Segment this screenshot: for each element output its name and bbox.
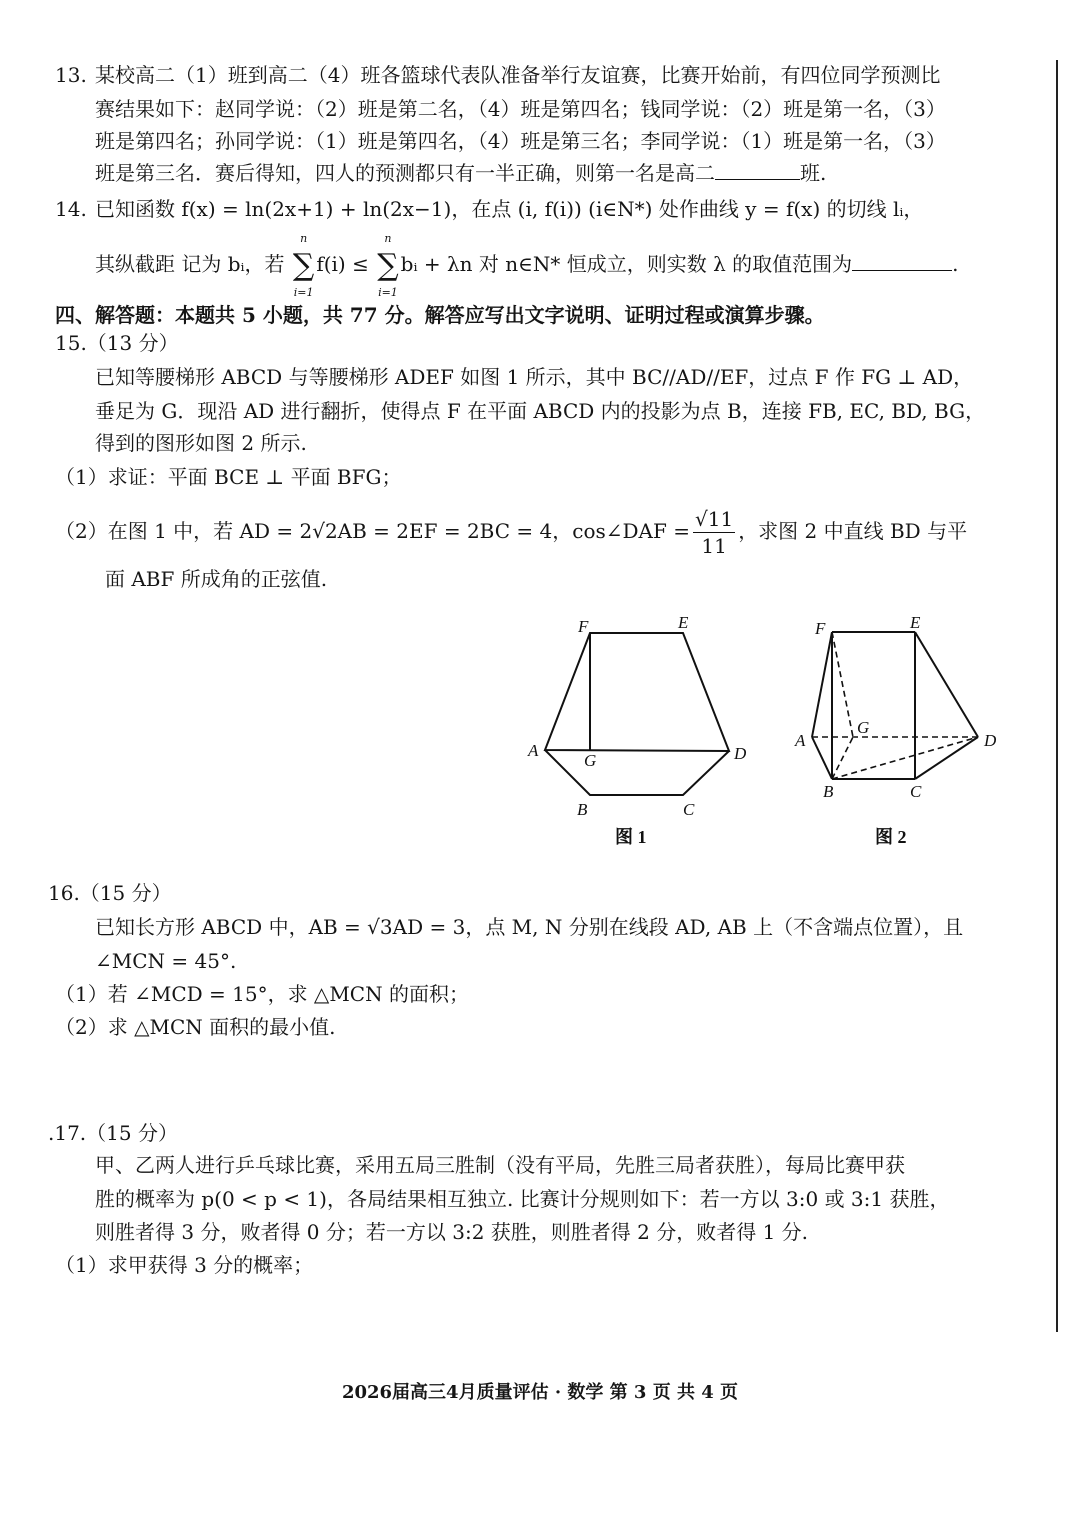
fraction-numerator: √11 (694, 507, 734, 531)
q16-header: 16.（15 分） (48, 881, 172, 905)
q17-line-2: 胜的概率为 p(0 < p < 1)，各局结果相互独立. 比赛计分规则如下：若一方以 3:0 或 3:1 获胜， (95, 1187, 950, 1211)
q13-answer-blank (715, 161, 800, 180)
trapezoid-abcd (545, 750, 729, 795)
q15-part-2 (55, 504, 967, 558)
q16-part-2: （2）求 △MCN 面积的最小值. (55, 1015, 336, 1039)
section-heading: 四、解答题：本题共 5 小题，共 77 分。解答应写出文字说明、证明过程或演算步骤。 (55, 303, 825, 327)
q14-number: 14. (55, 197, 87, 221)
q15-line-2: 垂足为 G．现沿 AD 进行翻折，使得点 F 在平面 ABCD 内的投影为点 B，连接 FB, EC, BD, BG， (95, 399, 986, 423)
fig2-label-a: A (795, 731, 806, 750)
fig1-label-g: G (584, 751, 597, 770)
q14-end: . (952, 252, 959, 276)
q16-line-1: 已知长方形 ABCD 中，AB = √3AD = 3，点 M, N 分别在线段 AD, AB 上（不含端点位置），且 (95, 915, 964, 939)
fig2-label-f: F (815, 619, 826, 638)
fig2-label-d: D (984, 731, 997, 750)
q13-line-2: 赛结果如下：赵同学说：（2）班是第二名，（4）班是第四名；钱同学说：（2）班是第一名，（3） (95, 97, 946, 121)
fig1-label-f: F (578, 617, 589, 636)
sum-upper-limit: n (300, 231, 308, 245)
fig1-label-c: C (683, 800, 695, 819)
fig1-label-d: D (734, 744, 747, 763)
page-margin-line (1056, 60, 1058, 1332)
q17-header: .17.（15 分） (48, 1121, 178, 1145)
q17-line-3: 则胜者得 3 分，败者得 0 分；若一方以 3:2 获胜，则胜者得 2 分，败者得 1 分. (95, 1220, 809, 1244)
q15-part-2-text-b: ，求图 2 中直线 BD 与平 (738, 519, 968, 543)
summation-1 (293, 233, 314, 299)
fig2-label-c: C (910, 782, 922, 801)
sum-symbol: ∑ (292, 247, 315, 283)
figure-1 (545, 633, 729, 795)
q14-text-b: f(i) ≤ (316, 252, 369, 276)
q13-number: 13. (55, 63, 87, 87)
fig1-label-e: E (678, 613, 689, 632)
q15-part-2-text-a: （2）在图 1 中，若 AD = 2√2AB = 2EF = 2BC = 4，cos∠DAF = (55, 519, 690, 543)
fig1-label-b: B (577, 800, 588, 819)
fig2-label-e: E (910, 613, 921, 632)
q15-line-3: 得到的图形如图 2 所示. (95, 431, 307, 455)
q17-line-1: 甲、乙两人进行乒乓球比赛，采用五局三胜制（没有平局，先胜三局者获胜），每局比赛甲获 (95, 1153, 905, 1177)
q15-header: 15.（13 分） (55, 331, 179, 355)
q14-answer-blank (852, 252, 952, 271)
sum-lower-limit: i=1 (293, 285, 314, 299)
q14-line-2 (95, 230, 959, 298)
page-footer: 2026届高三4月质量评估 · 数学 第 3 页 共 4 页 (341, 1382, 739, 1403)
fig2-label-g: G (857, 718, 870, 737)
trapezoid-adef (545, 633, 729, 751)
q15-part-2-cont: 面 ABF 所成角的正弦值. (105, 567, 328, 591)
fraction (693, 508, 735, 557)
q16-line-2: ∠MCN = 45°. (95, 949, 237, 973)
figure-2 (812, 632, 978, 779)
q14-text-a: 其纵截距 记为 bᵢ，若 (95, 252, 285, 276)
q14-line-1: 已知函数 f(x) = ln(2x+1) + ln(2x−1)，在点 (i, f(i)) (i∈N*) 处作曲线 y = f(x) 的切线 lᵢ， (95, 197, 924, 221)
summation-2 (377, 233, 398, 299)
sum-lower-limit: i=1 (378, 285, 398, 299)
fig1-caption: 图 1 (615, 827, 647, 847)
q13-line-1: 某校高二（1）班到高二（4）班各篮球代表队准备举行友谊赛，比赛开始前，有四位同学预测比 (95, 63, 941, 87)
q13-line-4-text: 班是第三名．赛后得知，四人的预测都只有一半正确，则第一名是高二 (95, 161, 715, 185)
fig2-label-b: B (823, 782, 834, 801)
q13-line-4 (95, 160, 826, 186)
q13-line-3: 班是第四名；孙同学说：（1）班是第四名，（4）班是第三名；李同学说：（1）班是第一名，（3） (95, 129, 946, 153)
sum-upper-limit: n (384, 231, 392, 245)
q14-text-c: bᵢ + λn 对 n∈N* 恒成立，则实数 λ 的取值范围为 (400, 252, 853, 276)
q15-line-1: 已知等腰梯形 ABCD 与等腰梯形 ADEF 如图 1 所示，其中 BC//AD//EF，过点 F 作 FG ⊥ AD， (95, 365, 974, 389)
q15-part-1: （1）求证：平面 BCE ⊥ 平面 BFG； (55, 465, 402, 489)
sum-symbol: ∑ (377, 247, 399, 283)
figures (500, 600, 1040, 860)
fraction-denominator: 11 (701, 534, 727, 558)
q17-part-1: （1）求甲获得 3 分的概率； (55, 1253, 314, 1277)
q13-tail: 班. (800, 161, 827, 185)
q16-part-1: （1）若 ∠MCD = 15°，求 △MCN 的面积； (55, 982, 469, 1006)
fig2-caption: 图 2 (875, 827, 907, 847)
fig1-label-a: A (528, 741, 539, 760)
